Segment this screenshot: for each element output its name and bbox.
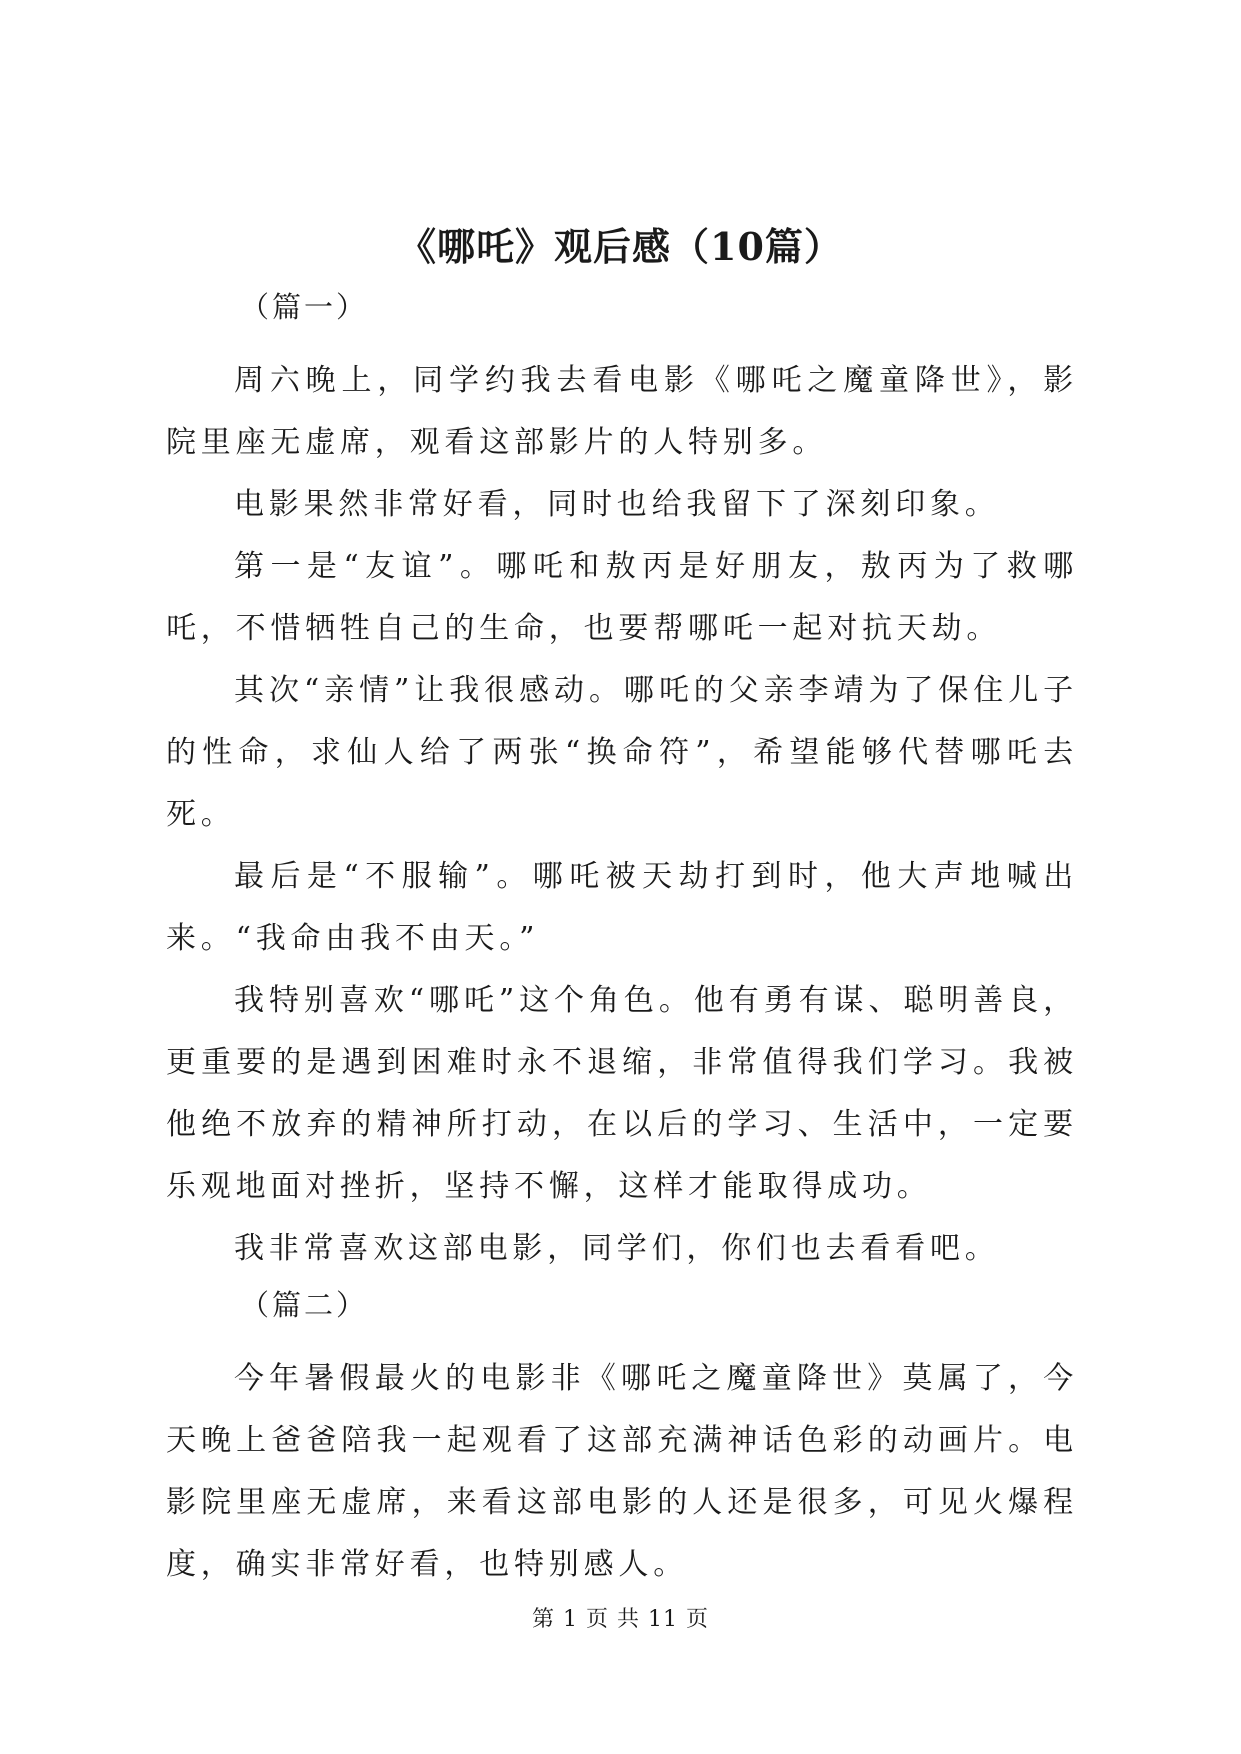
document-body: [166, 290, 1078, 1596]
page-footer: 第 1 页 共 11 页: [532, 1607, 709, 1632]
paragraph: 第一是“友谊”。哪吒和敖丙是好朋友，敖丙为了救哪吒，不惜牺牲自己的生命，也要帮哪吒一起对抗天劫。: [166, 549, 1078, 646]
paragraph: 我特别喜欢“哪吒”这个角色。他有勇有谋、聪明善良，更重要的是遇到困难时永不退缩，非常值得我们学习。我被他绝不放弃的精神所打动，在以后的学习、生活中，一定要乐观地面对挫折，坚持不懈，这样才能取得成功。: [166, 983, 1078, 1204]
section-heading-1: （篇一）: [240, 290, 369, 324]
paragraph: 其次“亲情”让我很感动。哪吒的父亲李靖为了保住儿子的性命，求仙人给了两张“换命符”，希望能够代替哪吒去死。: [166, 673, 1078, 832]
section-heading-2: （篇二）: [240, 1288, 369, 1322]
paragraph: 最后是“不服输”。哪吒被天劫打到时，他大声地喊出来。“我命由我不由天。”: [166, 859, 1078, 956]
document-title: 《哪吒》观后感（10篇）: [398, 224, 843, 269]
paragraph: 电影果然非常好看，同时也给我留下了深刻印象。: [234, 487, 1000, 522]
paragraph: 今年暑假最火的电影非《哪吒之魔童降世》莫属了，今天晚上爸爸陪我一起观看了这部充满神话色彩的动画片。电影院里座无虚席，来看这部电影的人还是很多，可见火爆程度，确实非常好看，也特别感人。: [166, 1361, 1078, 1582]
paragraph: 我非常喜欢这部电影，同学们，你们也去看看吧。: [234, 1231, 1000, 1266]
paragraph: 周六晚上，同学约我去看电影《哪吒之魔童降世》，影院里座无虚席，观看这部影片的人特别多。: [166, 363, 1078, 460]
